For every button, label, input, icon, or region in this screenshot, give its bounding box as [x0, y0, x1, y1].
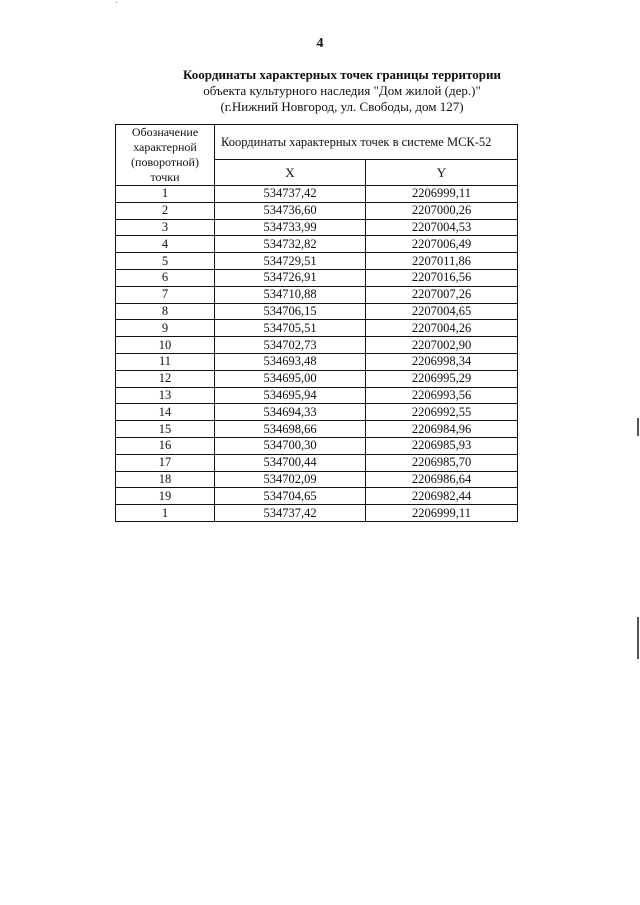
- document-heading: [0, 67, 640, 115]
- y-coordinate-cell: 2207016,56: [366, 269, 518, 286]
- point-number-cell: 18: [116, 471, 215, 488]
- table-row: [116, 353, 518, 370]
- y-coordinate-cell: 2207000,26: [366, 202, 518, 219]
- y-coordinate-cell: 2207002,90: [366, 337, 518, 354]
- point-number-cell: 3: [116, 219, 215, 236]
- table-row: [116, 505, 518, 522]
- y-coordinate-cell: 2206985,93: [366, 437, 518, 454]
- header-point-designation: Обозначение характерной (поворотной) точки: [116, 125, 215, 186]
- table-row: [116, 219, 518, 236]
- scan-dot: [116, 2, 117, 3]
- x-coordinate-cell: 534695,94: [215, 387, 366, 404]
- point-number-cell: 5: [116, 253, 215, 270]
- x-coordinate-cell: 534733,99: [215, 219, 366, 236]
- point-number-cell: 4: [116, 236, 215, 253]
- point-number-cell: 10: [116, 337, 215, 354]
- x-coordinate-cell: 534695,00: [215, 370, 366, 387]
- y-coordinate-cell: 2207011,86: [366, 253, 518, 270]
- y-coordinate-cell: 2207004,65: [366, 303, 518, 320]
- table-row: [116, 186, 518, 203]
- table-row: [116, 387, 518, 404]
- scan-edge-mark: [637, 418, 639, 436]
- x-coordinate-cell: 534710,88: [215, 286, 366, 303]
- y-coordinate-cell: 2206986,64: [366, 471, 518, 488]
- point-number-cell: 12: [116, 370, 215, 387]
- y-coordinate-cell: 2207006,49: [366, 236, 518, 253]
- point-number-cell: 17: [116, 454, 215, 471]
- point-number-cell: 15: [116, 421, 215, 438]
- x-coordinate-cell: 534702,09: [215, 471, 366, 488]
- header-x: X: [215, 160, 366, 186]
- table-row: [116, 286, 518, 303]
- point-number-cell: 1: [116, 186, 215, 203]
- point-number-cell: 2: [116, 202, 215, 219]
- table-row: [116, 337, 518, 354]
- table-row: [116, 404, 518, 421]
- x-coordinate-cell: 534732,82: [215, 236, 366, 253]
- x-coordinate-cell: 534698,66: [215, 421, 366, 438]
- header-coordinate-system: Координаты характерных точек в системе МСК-52: [215, 125, 518, 160]
- x-coordinate-cell: 534700,30: [215, 437, 366, 454]
- point-number-cell: 14: [116, 404, 215, 421]
- header-y: Y: [366, 160, 518, 186]
- table-row: [116, 253, 518, 270]
- x-coordinate-cell: 534726,91: [215, 269, 366, 286]
- point-number-cell: 13: [116, 387, 215, 404]
- point-number-cell: 11: [116, 353, 215, 370]
- coordinates-table: [115, 124, 518, 522]
- table-row: [116, 320, 518, 337]
- table-row: [116, 370, 518, 387]
- y-coordinate-cell: 2206982,44: [366, 488, 518, 505]
- y-coordinate-cell: 2206995,29: [366, 370, 518, 387]
- table-row: [116, 437, 518, 454]
- point-number-cell: 16: [116, 437, 215, 454]
- x-coordinate-cell: 534706,15: [215, 303, 366, 320]
- y-coordinate-cell: 2206992,55: [366, 404, 518, 421]
- y-coordinate-cell: 2206993,56: [366, 387, 518, 404]
- page-number: 4: [316, 36, 324, 51]
- y-coordinate-cell: 2207004,53: [366, 219, 518, 236]
- x-coordinate-cell: 534693,48: [215, 353, 366, 370]
- point-number-cell: 8: [116, 303, 215, 320]
- x-coordinate-cell: 534702,73: [215, 337, 366, 354]
- table-row: [116, 488, 518, 505]
- document-subtitle-object: объекта культурного наследия "Дом жилой (дер.)": [203, 83, 481, 98]
- document-title: Координаты характерных точек границы территории: [183, 67, 501, 82]
- y-coordinate-cell: 2206999,11: [366, 186, 518, 203]
- x-coordinate-cell: 534700,44: [215, 454, 366, 471]
- y-coordinate-cell: 2206998,34: [366, 353, 518, 370]
- scan-edge-mark: [637, 617, 639, 659]
- y-coordinate-cell: 2206999,11: [366, 505, 518, 522]
- table-row: [116, 236, 518, 253]
- point-number-cell: 6: [116, 269, 215, 286]
- point-number-cell: 1: [116, 505, 215, 522]
- x-coordinate-cell: 534704,65: [215, 488, 366, 505]
- coordinates-table-body: [116, 186, 518, 522]
- table-row: [116, 421, 518, 438]
- y-coordinate-cell: 2207007,26: [366, 286, 518, 303]
- y-coordinate-cell: 2207004,26: [366, 320, 518, 337]
- x-coordinate-cell: 534694,33: [215, 404, 366, 421]
- x-coordinate-cell: 534705,51: [215, 320, 366, 337]
- point-number-cell: 9: [116, 320, 215, 337]
- table-row: [116, 202, 518, 219]
- point-number-cell: 19: [116, 488, 215, 505]
- table-row: [116, 303, 518, 320]
- y-coordinate-cell: 2206984,96: [366, 421, 518, 438]
- document-subtitle-address: (г.Нижний Новгород, ул. Свободы, дом 127): [220, 99, 464, 114]
- table-row: [116, 454, 518, 471]
- x-coordinate-cell: 534736,60: [215, 202, 366, 219]
- point-number-cell: 7: [116, 286, 215, 303]
- table-row: [116, 471, 518, 488]
- x-coordinate-cell: 534729,51: [215, 253, 366, 270]
- table-row: [116, 269, 518, 286]
- x-coordinate-cell: 534737,42: [215, 186, 366, 203]
- x-coordinate-cell: 534737,42: [215, 505, 366, 522]
- y-coordinate-cell: 2206985,70: [366, 454, 518, 471]
